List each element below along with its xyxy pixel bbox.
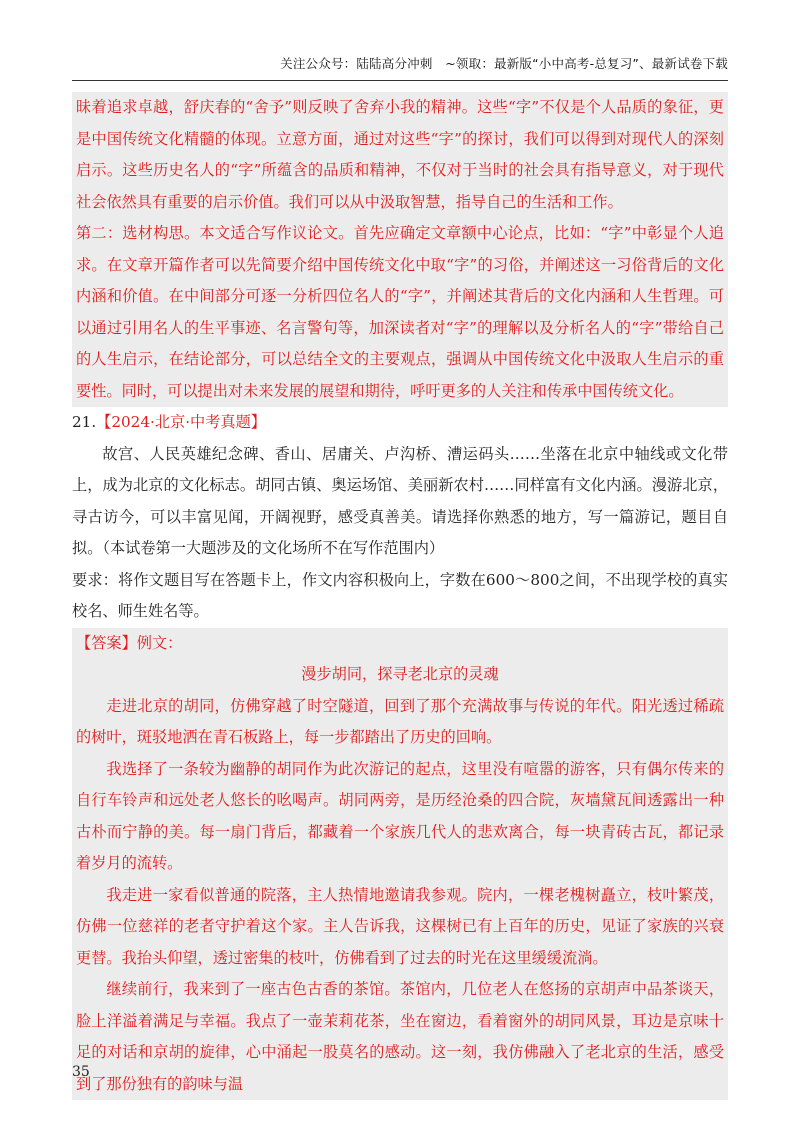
essay-paragraph: 走进北京的胡同，仿佛穿越了时空隧道，回到了那个充满故事与传说的年代。阳光透过稀疏的树叶，斑驳地洒在青石板路上，每一步都踏出了历史的回响。	[76, 696, 724, 746]
essay-title: 漫步胡同，探寻老北京的灵魂	[301, 665, 499, 683]
page-content	[72, 92, 728, 1100]
analysis-second-paragraph: 第二：选材构思。本文适合写作议论文。首先应确定文章额中心论点，比如：“字”中彰显个人追求。在文章开篇作者可以先简要介绍中国传统文化中取“字”的习俗，并阐述这一习俗背后的文化内涵和价值。在中间部分可逐一分析四位名人的“字”，并阐述其背后的文化内涵和人生哲理。可以通过引用名人的生平事迹、名言警句等，加深读者对“字”的理解以及分析名人的“字”带给自己的人生启示，在结论部分，可以总结全文的主要观点，强调从中国传统文化中汲取人生启示的重要性。同时，可以提出对未来发展的展望和期待，呼吁更多的人关注和传承中国传统文化。	[76, 224, 724, 400]
essay-paragraph: 我走进一家看似普通的院落，主人热情地邀请我参观。院内，一棵老槐树矗立，枝叶繁茂，仿佛一位慈祥的老者守护着这个家。主人告诉我，这棵树已有上百年的历史，见证了家族的兴衰更替。我抬头仰望，透过密集的枝叶，仿佛看到了过去的时光在这里缓缓流淌。	[76, 885, 724, 967]
answer-label: 【答案】	[76, 633, 137, 652]
question-requirement: 要求：将作文题目写在答题卡上，作文内容积极向上，字数在600～800之间，不出现学校的真实校名、师生姓名等。	[72, 570, 728, 620]
question-tag: 【2024·北京·中考真题】	[96, 413, 266, 431]
question-heading	[72, 407, 728, 439]
analysis-intro-paragraph: 昧着追求卓越，舒庆春的“舍予”则反映了舍弃小我的精神。这些“字”不仅是个人品质的象征，更是中国传统文化精髓的体现。立意方面，通过对这些“字”的探讨，我们可以得到对现代人的深刻启示。这些历史名人的“字”所蕴含的品质和精神，不仅对于当时的社会具有指导意义，对于现代社会依然具有重要的启示价值。我们可以从中汲取智慧，指导自己的生活和工作。	[76, 98, 724, 211]
header-divider	[72, 80, 728, 81]
answer-heading	[76, 628, 724, 660]
answer-label-suffix: 例文：	[136, 633, 183, 652]
question-number: 21.	[72, 413, 97, 431]
essay-paragraph: 继续前行，我来到了一座古色古香的茶馆。茶馆内，几位老人在悠扬的京胡声中品茶谈天，脸上洋溢着满足与幸福。我点了一壶茉莉花茶，坐在窗边，看着窗外的胡同风景，耳边是京味十足的对话和京胡的旋律，心中涌起一股莫名的感动。这一刻，我仿佛融入了老北京的生活，感受到了那份独有的韵味与温	[76, 980, 724, 1093]
page-number: 35	[72, 1064, 90, 1080]
question-prompt: 故宫、人民英雄纪念碑、香山、居庸关、卢沟桥、漕运码头……坐落在北京中轴线或文化带上，成为北京的文化标志。胡同古镇、奥运场馆、美丽新农村……同样富有文化内涵。漫游北京，寻古访今，可以丰富见闻，开阔视野，感受真善美。请选择你熟悉的地方，写一篇游记，题目自拟。（本试卷第一大题涉及的文化场所不在写作范围内）	[72, 444, 728, 557]
analysis-block	[72, 92, 728, 407]
answer-block	[72, 628, 728, 1101]
page-header: 关注公众号：陆陆高分冲刺 ~领取：最新版“小中高考-总复习”、最新试卷下载	[280, 56, 728, 71]
essay-paragraph: 我选择了一条较为幽静的胡同作为此次游记的起点，这里没有喧嚣的游客，只有偶尔传来的自行车铃声和远处老人悠长的吆喝声。胡同两旁，是历经沧桑的四合院，灰墙黛瓦间透露出一种古朴而宁静的美。每一扇门背后，都藏着一个家族几代人的悲欢离合，每一块青砖古瓦，都记录着岁月的流转。	[76, 759, 724, 872]
